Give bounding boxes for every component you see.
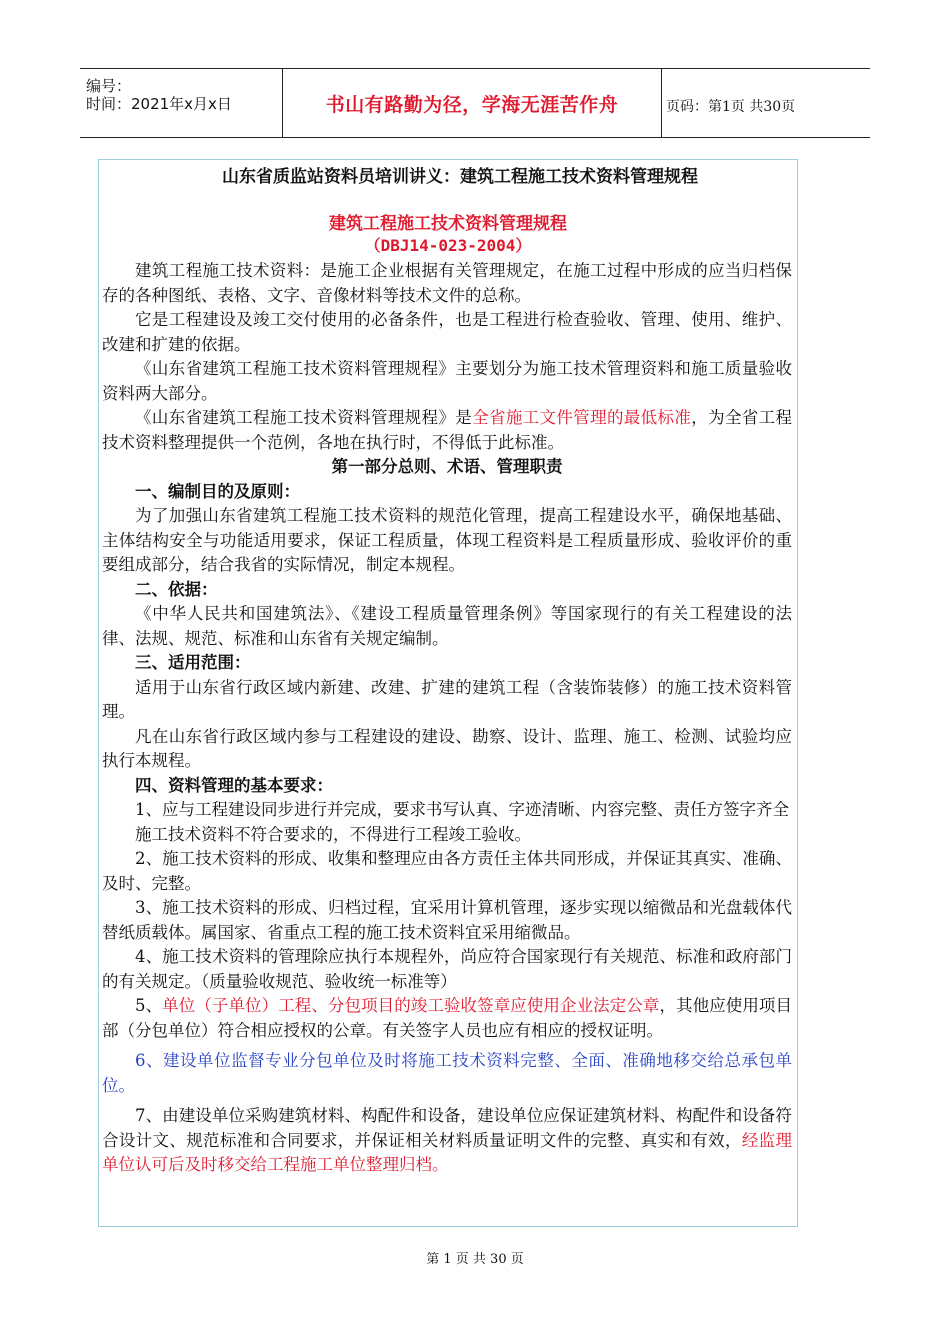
paragraph: 2、施工技术资料的形成、收集和整理应由各方责任主体共同形成，并保证其真实、准确、及时、完整。 bbox=[102, 849, 792, 893]
paragraph bbox=[102, 406, 792, 455]
subheading: 四、资料管理的基本要求： bbox=[135, 775, 333, 795]
subheading: 一、编制目的及原则： bbox=[135, 481, 300, 501]
highlight-red: 全省施工文件管理的最低标准 bbox=[472, 408, 692, 427]
highlight-red: 经监理单位认可后及时移交给工程施工单位整理归档。 bbox=[102, 1130, 793, 1174]
standard-code: （DBJ14-023-2004） bbox=[364, 236, 532, 255]
paragraph: 施工技术资料不符合要求的，不得进行工程竣工验收。 bbox=[135, 824, 531, 844]
text-run: 7、由建设单位采购建筑材料、构配件和设备，建设单位应保证建筑材料、构配件和设备符合设计文、规范标准和合同要求，并保证相关材料质量证明文件的完整、真实和有效， bbox=[102, 1106, 792, 1150]
paragraph: 适用于山东省行政区域内新建、改建、扩建的建筑工程（含装饰装修）的施工技术资料管理。 bbox=[102, 677, 792, 721]
paragraph: 它是工程建设及竣工交付使用的必备条件，也是工程进行检查验收、管理、使用、维护、改建和扩建的依据。 bbox=[102, 310, 792, 354]
paragraph: 3、施工技术资料的形成、归档过程，宜采用计算机管理，逐步实现以缩微品和光盘载体代替纸质载体。属国家、省重点工程的施工技术资料宜采用缩微品。 bbox=[102, 898, 792, 942]
paragraph: 凡在山东省行政区域内参与工程建设的建设、勘察、设计、监理、施工、检测、试验均应执行本规程。 bbox=[102, 726, 792, 770]
text-run: ，其他应使用项目部（分包单位）符合相应授权的公章。有关签字人员也应有相应的授权证明。 bbox=[102, 996, 793, 1040]
highlight-red: 单位（子单位）工程、分包项目的竣工验收签章应使用企业法定公章 bbox=[162, 996, 660, 1015]
subheading: 三、适用范围： bbox=[135, 653, 251, 672]
header-meta-cell bbox=[80, 69, 282, 137]
paragraph: 《山东省建筑工程施工技术资料管理规程》主要划分为施工技术管理资料和施工质量验收资料两大部分。 bbox=[102, 359, 792, 403]
paragraph: 《中华人民共和国建筑法》、《建设工程质量管理条例》等国家现行的有关工程建设的法律、法规、规范、标准和山东省有关规定编制。 bbox=[102, 604, 792, 648]
header-divider bbox=[661, 69, 662, 137]
highlight-blue-paragraph: 6、建设单位监督专业分包单位及时将施工技术资料完整、全面、准确地移交给总承包单位。 bbox=[102, 1051, 792, 1095]
paragraph: 4、施工技术资料的管理除应执行本规程外，尚应符合国家现行有关规范、标准和政府部门的有关规定。（质量验收规范、验收统一标准等） bbox=[102, 947, 792, 991]
header-motto: 书山有路勤为径，学海无涯苦作舟 bbox=[325, 93, 619, 116]
section-heading: 第一部分总则、术语、管理职责 bbox=[331, 457, 563, 476]
document-body bbox=[102, 259, 792, 1178]
document-top-title: 山东省质监站资料员培训讲义：建筑工程施工技术资料管理规程 bbox=[222, 167, 698, 187]
paragraph: 建筑工程施工技术资料：是施工企业根据有关管理规定，在施工过程中形成的应当归档保存的各种图纸、表格、文字、音像材料等技术文件的总称。 bbox=[102, 261, 792, 305]
text-run: ，为全省工程技术资料整理提供一个范例，各地在执行时，不得低于此标准。 bbox=[102, 408, 793, 452]
number-label: 编号： bbox=[86, 77, 132, 95]
subheading: 二、依据： bbox=[135, 579, 218, 599]
time-label: 时间：2021年x月x日 bbox=[86, 95, 232, 113]
text-run: 《山东省建筑工程施工技术资料管理规程》是 bbox=[135, 408, 473, 427]
page-header-table bbox=[80, 68, 870, 138]
header-page-info: 页码：第1页 共30页 bbox=[666, 99, 796, 115]
text-run: 5、 bbox=[135, 996, 163, 1015]
main-title: 建筑工程施工技术资料管理规程 bbox=[329, 214, 567, 234]
paragraph: 1、应与工程建设同步进行并完成，要求书写认真、字迹清晰、内容完整、责任方签字齐全 bbox=[135, 800, 789, 819]
paragraph: 为了加强山东省建筑工程施工技术资料的规范化管理，提高工程建设水平，确保地基础、主体结构安全与功能适用要求，保证工程质量，体现工程资料是工程质量形成、验收评价的重要组成部分，结合我省的实际情况，制定本规程。 bbox=[102, 506, 792, 574]
paragraph bbox=[102, 1104, 792, 1178]
paragraph bbox=[102, 994, 792, 1043]
page-footer: 第 1 页 共 30 页 bbox=[426, 1252, 524, 1267]
